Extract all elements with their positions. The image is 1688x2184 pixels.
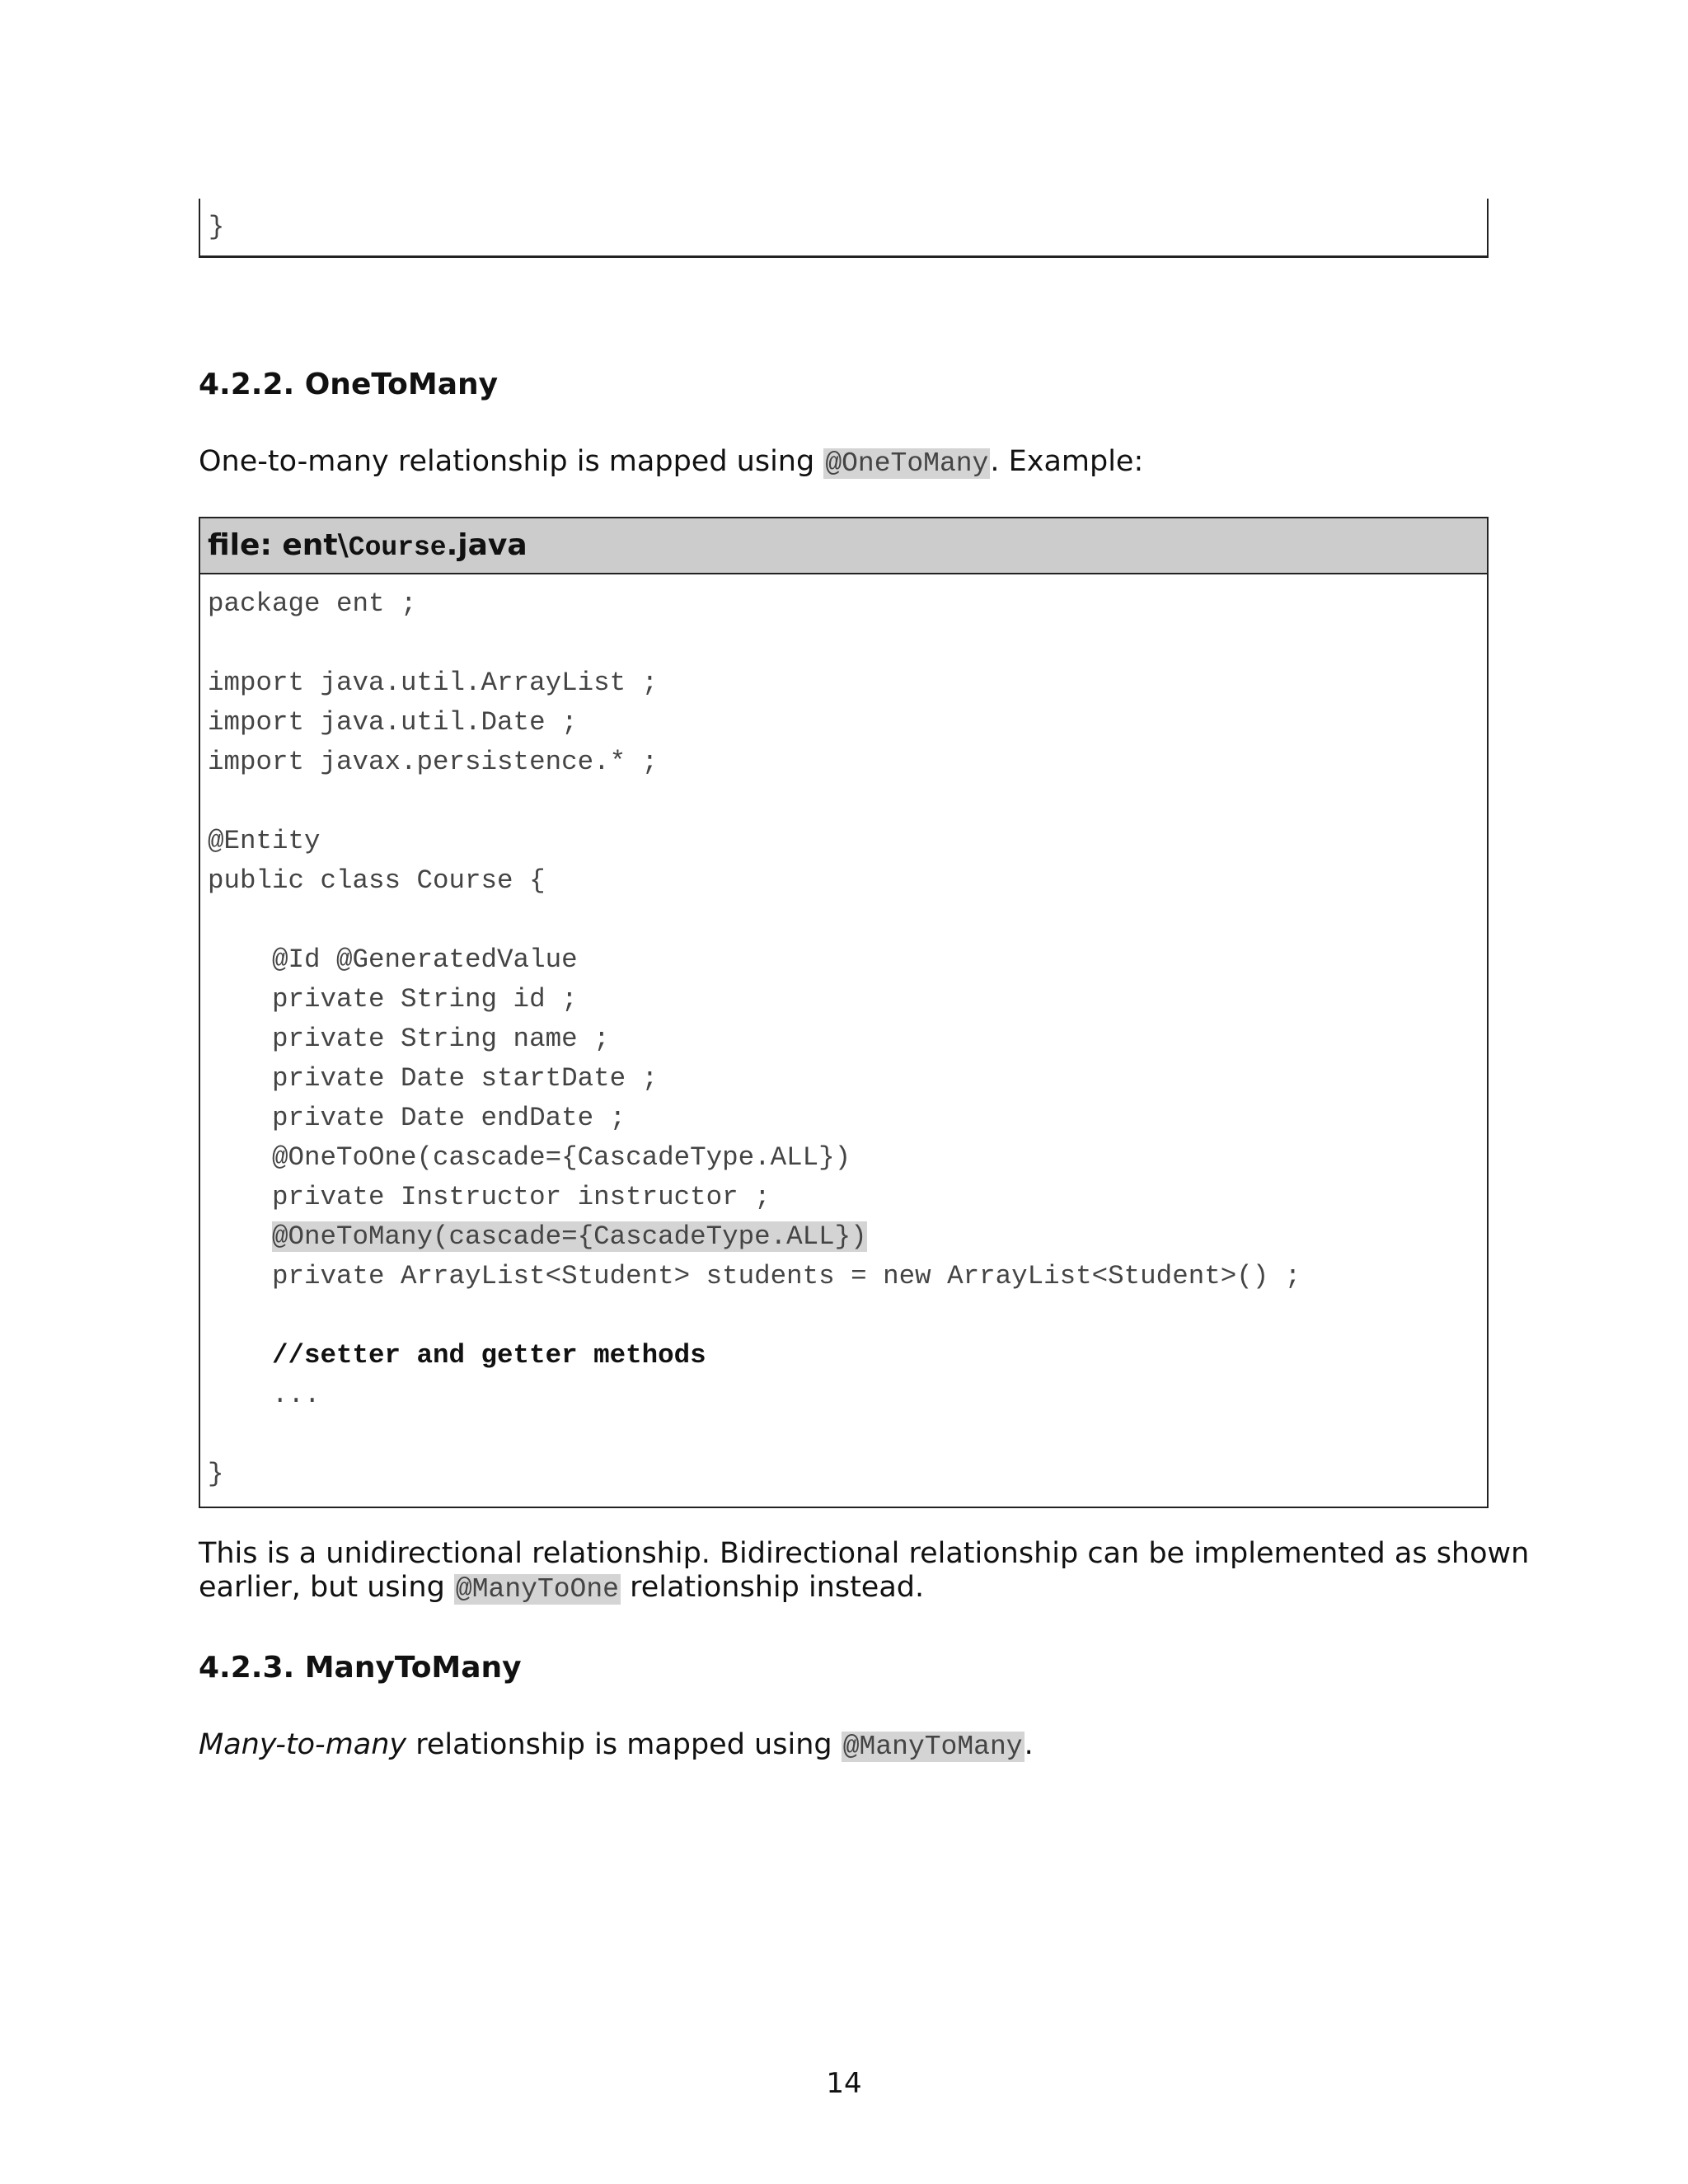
file-label-name: Course (348, 532, 447, 563)
code-line: import java.util.Date ; (208, 707, 578, 738)
code-line: ... (208, 1380, 321, 1410)
code-line: private String name ; (208, 1024, 610, 1054)
code-line (208, 901, 1301, 940)
highlighted-annotation: @OneToMany(cascade={CascadeType.ALL}) (272, 1221, 867, 1252)
code-listing-course-java (199, 517, 1489, 1508)
unidirectional-note-paragraph (199, 1537, 1530, 1606)
code-line: @Entity (208, 826, 321, 856)
code-line: public class Course { (208, 865, 546, 896)
code-line: } (209, 212, 225, 242)
code-line: private Date startDate ; (208, 1063, 659, 1094)
note-line-2-end: relationship instead. (620, 1571, 925, 1604)
code-line (208, 1415, 1301, 1455)
code-line (208, 1296, 1301, 1336)
code-line: @OneToOne(cascade={CascadeType.ALL}) (208, 1142, 851, 1173)
code-line: package ent ; (208, 588, 417, 619)
code-line: import java.util.ArrayList ; (208, 668, 659, 698)
manytomany-intro-paragraph (199, 1728, 1493, 1764)
intro-text: One-to-many relationship is mapped using (199, 445, 824, 478)
note-line-2-text: earlier, but using (199, 1571, 454, 1604)
file-label (208, 528, 528, 563)
code-line: private String id ; (208, 984, 578, 1015)
note-line-1: This is a unidirectional relationship. Bidirectional relationship can be implemented as shown (199, 1537, 1530, 1570)
emphasis-many-to-many: Many-to-many (199, 1728, 407, 1761)
code-line: //setter and getter methods (208, 1340, 706, 1371)
code-line: private Instructor instructor ; (208, 1182, 771, 1212)
section-heading-manytomany: 4.2.3. ManyToMany (199, 1651, 522, 1685)
code-listing-header (200, 518, 1487, 574)
code-line: private Date endDate ; (208, 1103, 626, 1133)
code-lines (208, 584, 1301, 1494)
inline-code-manytoone: @ManyToOne (455, 1574, 619, 1605)
section-heading-onetomany: 4.2.2. OneToMany (199, 368, 499, 401)
intro-text: relationship is mapped using (406, 1728, 842, 1761)
page-number: 14 (826, 2067, 862, 2100)
code-line: } (208, 1459, 224, 1489)
code-line: private ArrayList<Student> students = new ArrayList<Student>() ; (208, 1261, 1301, 1291)
onetomany-intro-paragraph (199, 445, 1493, 480)
file-label-prefix: file: ent\ (208, 528, 349, 562)
intro-text-end: . Example: (990, 445, 1144, 478)
code-line (208, 782, 1301, 822)
code-line: @Id @GeneratedValue (208, 944, 578, 975)
code-line: import javax.persistence.* ; (208, 747, 659, 777)
inline-code-manytomany: @ManyToMany (842, 1732, 1023, 1762)
intro-text-end: . (1024, 1728, 1034, 1761)
file-label-extension: .java (446, 528, 528, 562)
code-listing-continuation (199, 199, 1489, 258)
code-line (208, 624, 1301, 663)
inline-code-onetomany: @OneToMany (825, 448, 989, 479)
code-line (208, 1217, 1301, 1257)
